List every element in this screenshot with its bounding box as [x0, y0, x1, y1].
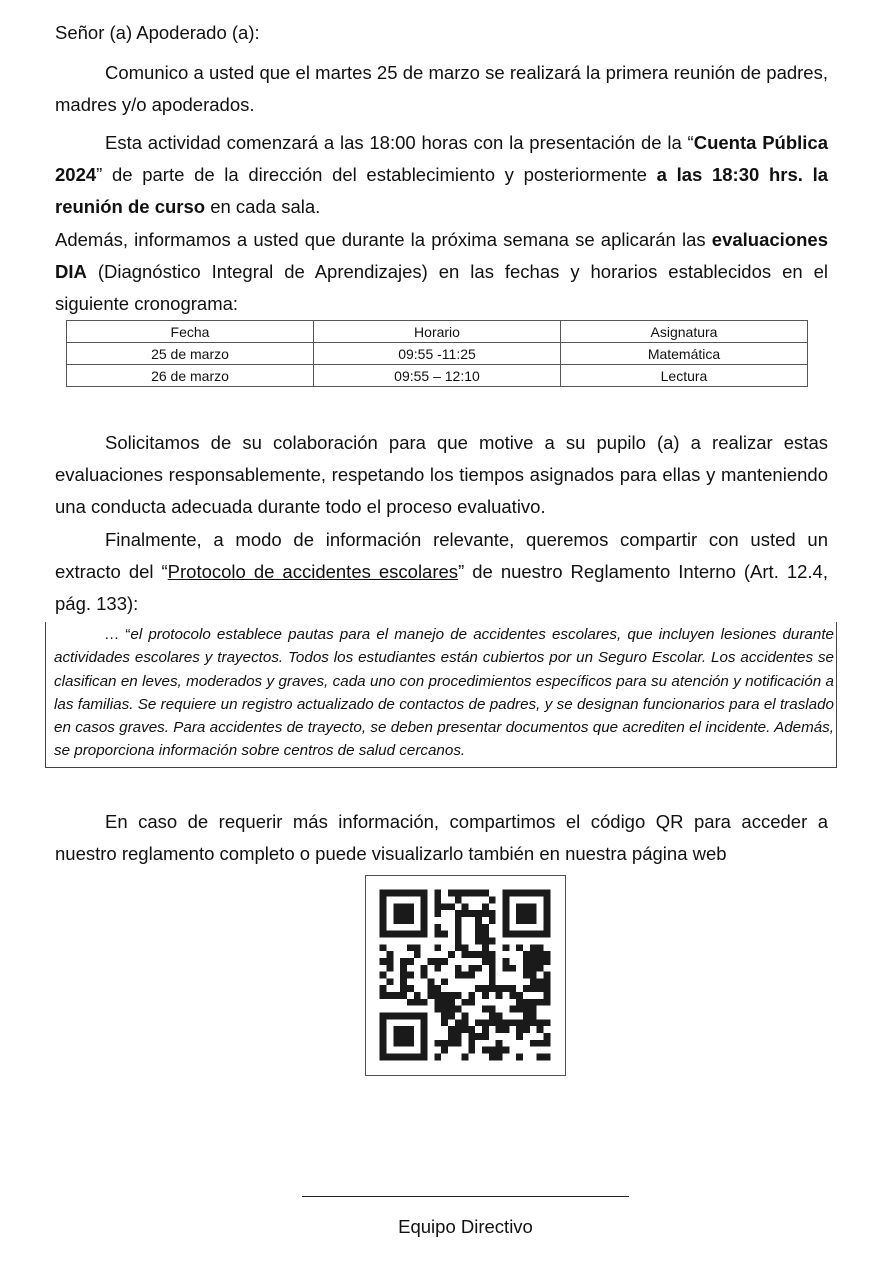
schedule-cell-date: 25 de marzo [67, 343, 314, 365]
schedule-header-horario: Horario [314, 321, 561, 343]
signature-name: Equipo Directivo [398, 1216, 533, 1237]
protocol-title: Protocolo de accidentes escolares [167, 561, 459, 582]
schedule-header-asignatura: Asignatura [561, 321, 808, 343]
schedule-header-row [67, 321, 808, 343]
schedule-cell-time: 09:55 – 12:10 [314, 365, 561, 387]
paragraph-evaluations: Además, informamos a usted que durante la próxima semana se aplicarán las evaluaciones DIA (Diagnóstico Integral de Aprendizajes) en las fechas y horarios establecidos en el siguiente cronograma: [55, 229, 828, 314]
schedule-header-fecha: Fecha [67, 321, 314, 343]
paragraph-meeting: Comunico a usted que el martes 25 de marzo se realizará la primera reunión de padres, madres y/o apoderados. [55, 62, 828, 115]
qr-code-icon[interactable] [365, 875, 566, 1076]
paragraph-qr: En caso de requerir más información, compartimos el código QR para acceder a nuestro reglamento completo o puede visualizarlo también en nuestra página web [55, 811, 828, 864]
schedule-cell-time: 09:55 -11:25 [314, 343, 561, 365]
table-row [67, 343, 808, 365]
schedule-cell-subject: Lectura [561, 365, 808, 387]
schedule-cell-date: 26 de marzo [67, 365, 314, 387]
paragraph-protocol: Finalmente, a modo de información relevante, queremos compartir con usted un extracto del “Protocolo de accidentes escolares” de nuestro Reglamento Interno (Art. 12.4, pág. 133): [55, 529, 828, 614]
schedule-cell-subject: Matemática [561, 343, 808, 365]
table-row [67, 365, 808, 387]
greeting: Señor (a) Apoderado (a): [55, 22, 260, 43]
paragraph-collaboration: Solicitamos de su colaboración para que motive a su pupilo (a) a realizar estas evaluaciones responsablemente, respetando los tiempos asignados para ellas y manteniendo una conducta adecuada durante todo el proceso evaluativo. [55, 432, 828, 517]
qr-code-graphic [366, 876, 564, 1074]
protocol-excerpt: … “el protocolo establece pautas para el manejo de accidentes escolares, que incluyen lesiones durante actividades escolares y trayectos. Todos los estudiantes están cubiertos por un Seguro Escolar. Los accidentes se clasifican en leves, moderados y graves, cada uno con procedimientos específicos para su atención y notificación a las familias. Se requiere un registro actualizado de contactos de padres, y se designan funcionarios para el traslado en casos graves. Para accidentes de trayecto, se deben presentar documentos que acrediten el incidente. Además, se proporciona información sobre centros de salud cercanos. [45, 622, 837, 768]
schedule-table [66, 320, 808, 387]
signature-line [302, 1196, 629, 1197]
paragraph-activity: Esta actividad comenzará a las 18:00 horas con la presentación de la “Cuenta Pública 2024” de parte de la dirección del establecimiento y posteriormente a las 18:30 hrs. la reunión de curso en cada sala. [55, 132, 828, 217]
